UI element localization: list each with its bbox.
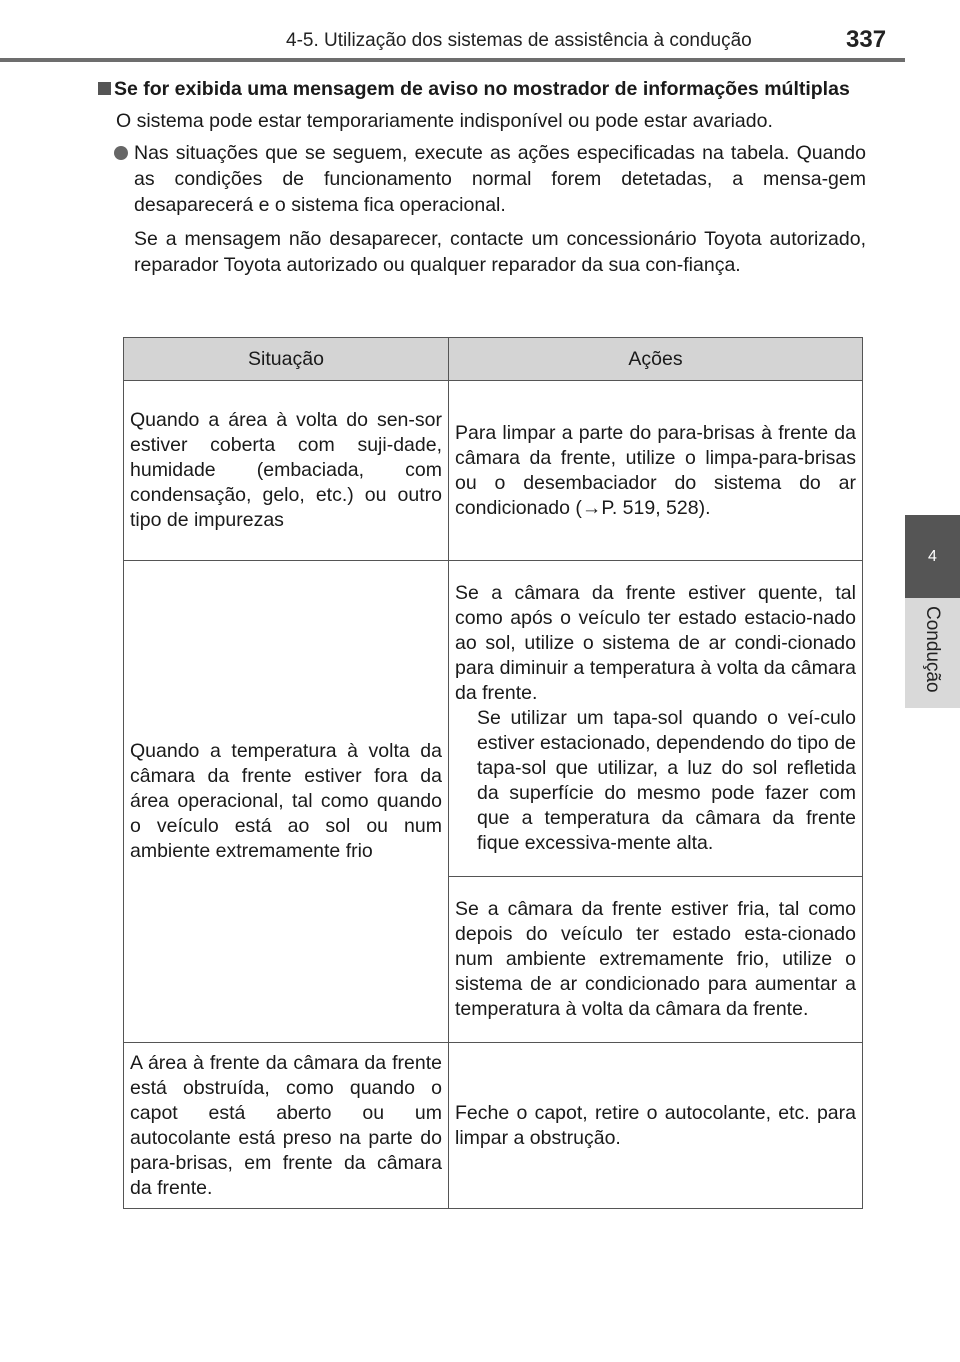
table-row xyxy=(124,1043,863,1209)
bullet-followup: Se a mensagem não desaparecer, contacte um concessionário Toyota autorizado, reparador Toyota autorizado ou qualquer reparador da sua con-fiança. xyxy=(134,228,866,276)
chapter-tab: 4 xyxy=(905,515,960,598)
circle-bullet-icon xyxy=(114,146,128,160)
bullet-text: Nas situações que se seguem, execute as ações especificadas na tabela. Quando as condições de funcionamento normal forem detetadas, a mensa-gem desaparecerá e o sistema fica operacional. xyxy=(134,142,866,216)
table-row xyxy=(124,381,863,561)
header-actions: Ações xyxy=(449,338,863,381)
section-title: 4-5. Utilização dos sistemas de assistência à condução xyxy=(286,30,752,51)
intro-paragraph: O sistema pode estar temporariamente indisponível ou pode estar avariado. xyxy=(116,110,773,132)
action-hot-note: Se utilizar um tapa-sol quando o veí-culo estiver estacionado, dependendo do tipo de tapa-sol que utilizar, a luz do sol refletida da superfície do mesmo pode fazer com que a temperatura da câmara da frente fique excessiva-mente alta. xyxy=(477,707,856,854)
chapter-label: Condução xyxy=(922,606,943,693)
chapter-label-box xyxy=(905,598,960,708)
situation-cell: Quando a temperatura à volta da câmara da frente estiver fora da área operacional, tal como quando o veículo está ao sol ou num ambiente extremamente frio xyxy=(124,561,449,1043)
actions-table xyxy=(123,337,863,1209)
section-heading xyxy=(98,76,866,102)
action-cell: Feche o capot, retire o autocolante, etc. para limpar a obstrução. xyxy=(449,1043,863,1209)
action-cell: Para limpar a parte do para-brisas à frente da câmara da frente, utilize o limpa-para-brisas ou o desembaciador do sistema do ar condicionado (→P. 519, 528). xyxy=(449,381,863,561)
bullet-item xyxy=(98,140,866,218)
action-hot-text: Se a câmara da frente estiver quente, tal como após o veículo ter estado estacio-nado ao sol, utilize o sistema de ar condi-cionado para diminuir a temperatura à volta da câmara da frente. xyxy=(455,582,856,704)
situation-cell: Quando a área à volta do sen-sor estiver coberta com suji-dade, humidade (embaciada, com condensação, gelo, etc.) ou outro tipo de impurezas xyxy=(124,381,449,561)
header-situation: Situação xyxy=(124,338,449,381)
page-number: 337 xyxy=(846,26,887,53)
heading-text: Se for exibida uma mensagem de aviso no mostrador de informações múltiplas xyxy=(114,78,850,100)
main-content xyxy=(98,76,866,278)
situation-cell: A área à frente da câmara da frente está obstruída, como quando o capot está aberto ou um autocolante está preso na parte do para-brisas, em frente da câmara da frente. xyxy=(124,1043,449,1209)
action-cell: Se a câmara da frente estiver fria, tal como depois do veículo ter estado esta-cionado num ambiente extremamente frio, utilize o sistema de ar condicionado para aumentar a temperatura à volta da câmara da frente. xyxy=(449,877,863,1043)
table-row xyxy=(124,561,863,877)
square-bullet-icon xyxy=(98,82,111,95)
table-header-row xyxy=(124,338,863,381)
action-cell xyxy=(449,561,863,877)
page-header xyxy=(0,0,905,62)
